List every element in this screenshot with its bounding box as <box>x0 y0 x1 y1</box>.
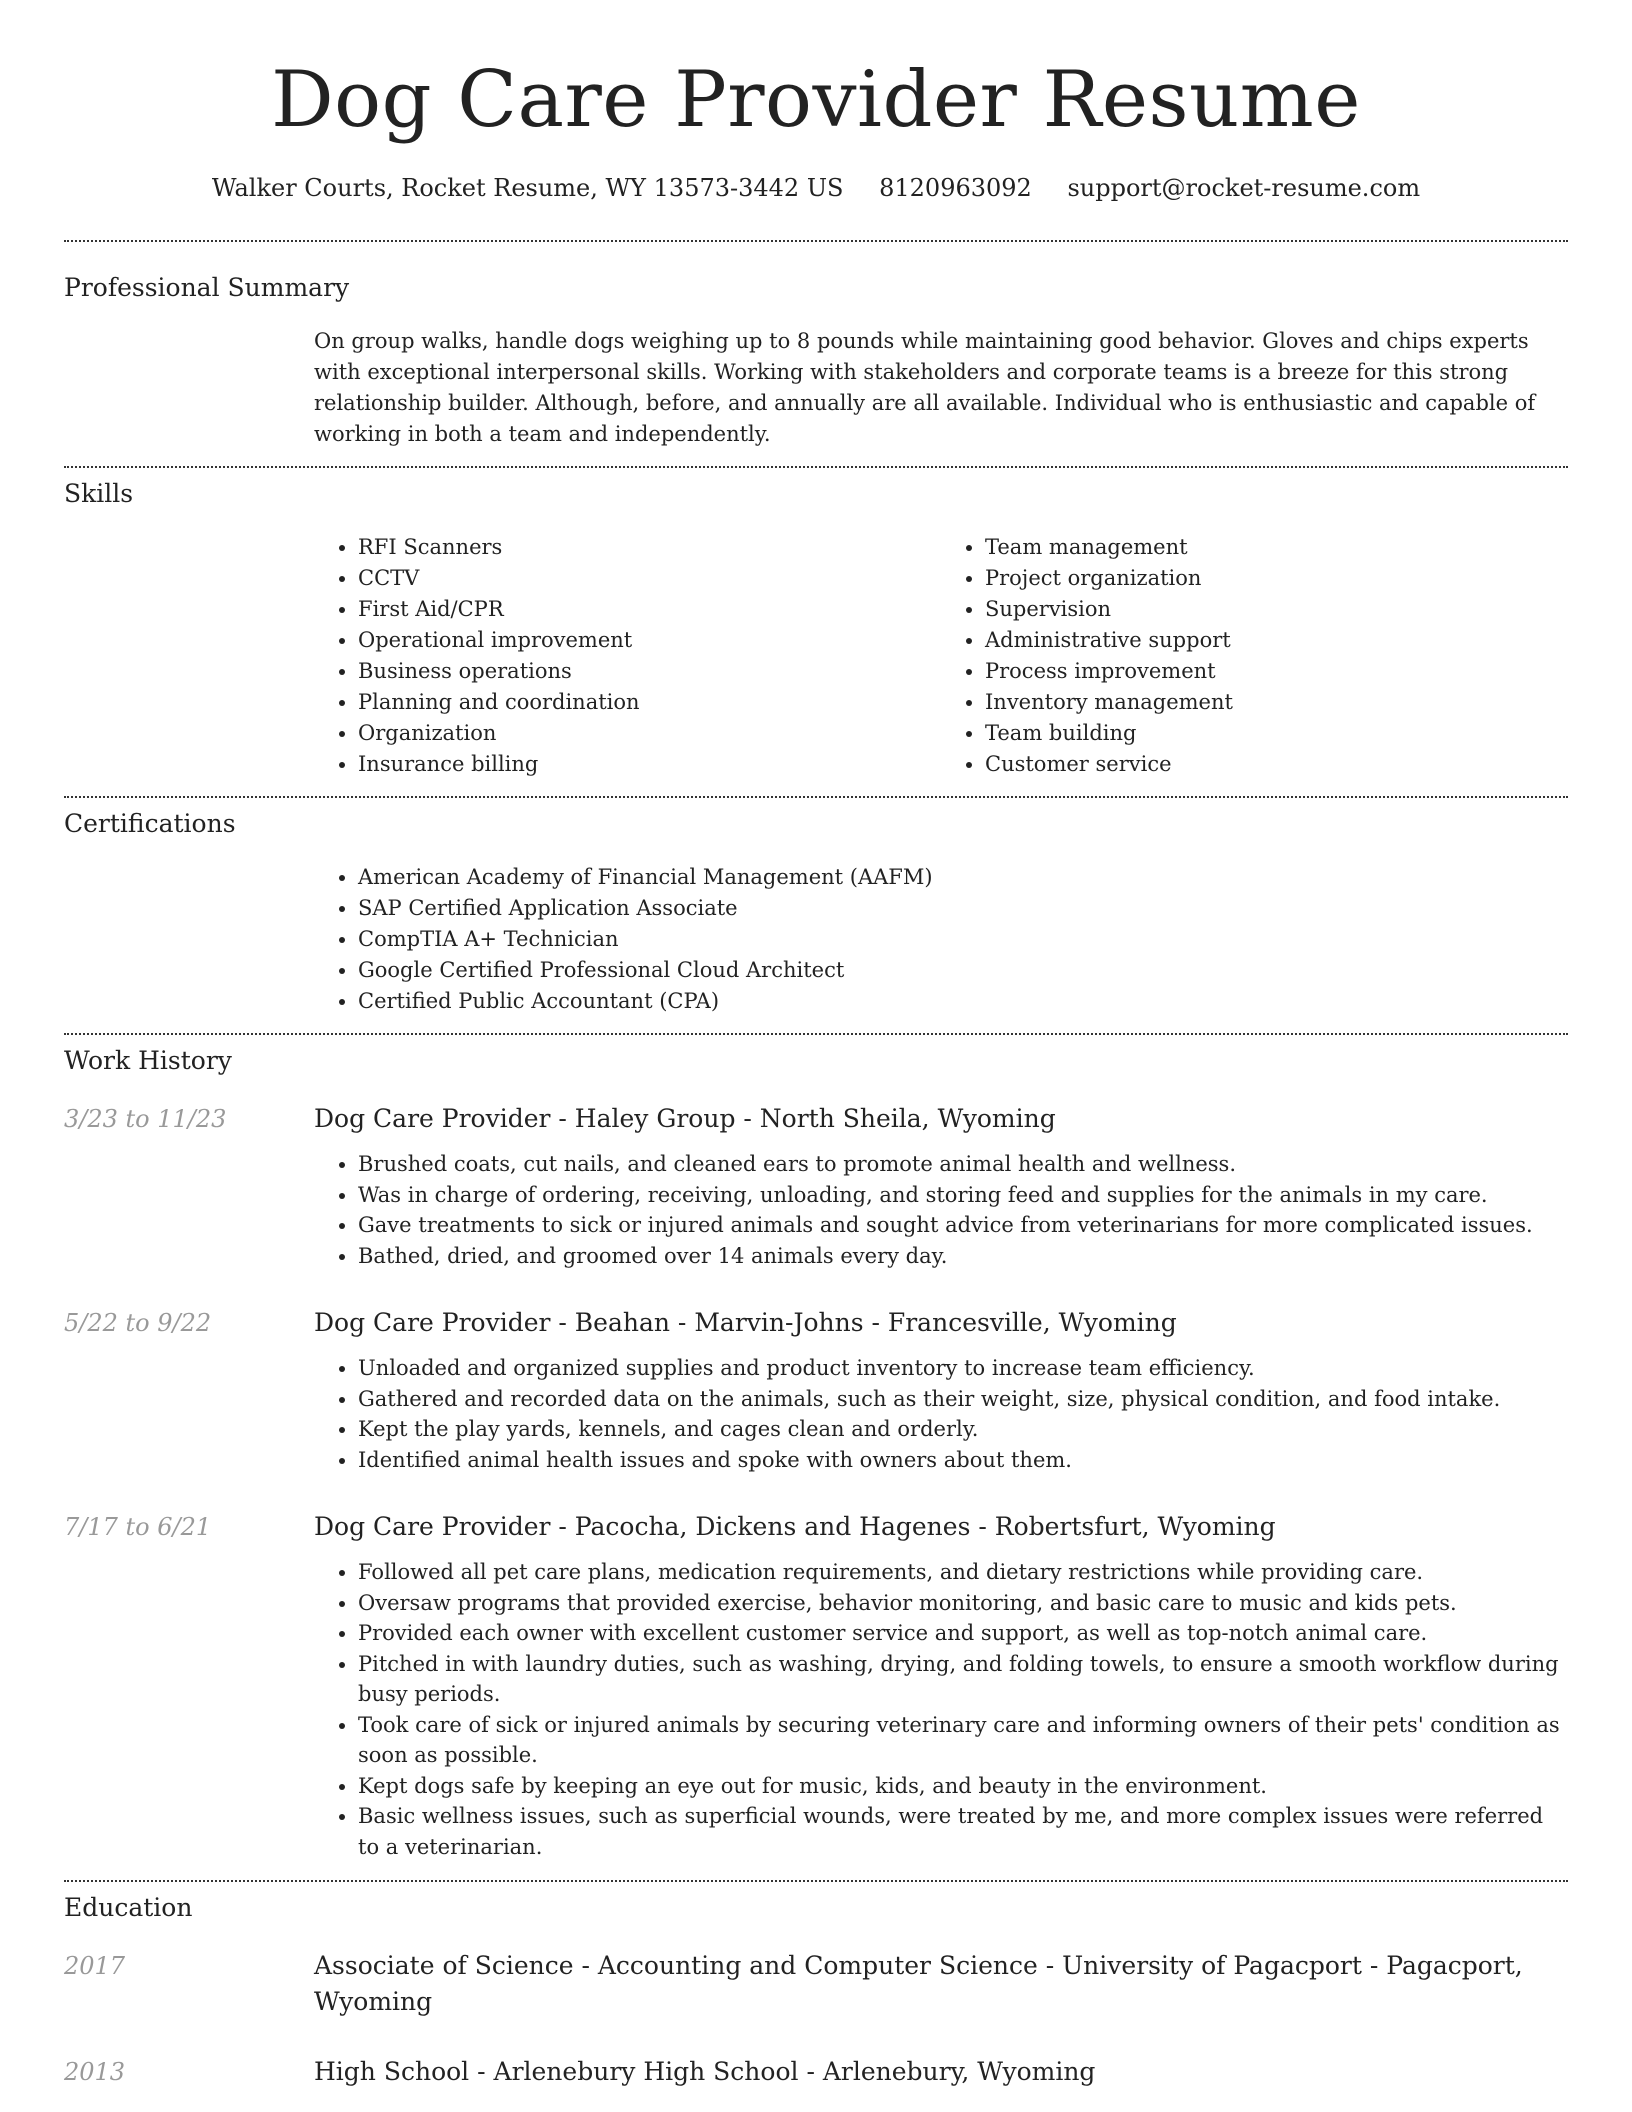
contact-phone: 8120963092 <box>879 174 1032 202</box>
education-degree: High School - Arlenebury High School - Arlenebury, Wyoming <box>314 2057 1096 2086</box>
summary-section <box>64 242 1568 450</box>
job-bullets <box>314 1557 1568 1862</box>
job-bullet: • Unloaded and organized supplies and product inventory to increase team efficiency. <box>358 1353 1568 1384</box>
skill-item: • Planning and coordination <box>358 687 941 718</box>
page-title: Dog Care Provider Resume <box>271 55 1361 145</box>
certification-item: • Google Certified Professional Cloud Architect <box>358 955 1568 986</box>
job-bullet: • Was in charge of ordering, receiving, unloading, and storing feed and supplies for the animals in my care. <box>358 1180 1568 1211</box>
certifications-body <box>314 862 1568 1017</box>
contact-email: support@rocket-resume.com <box>1067 174 1421 202</box>
job-date: 7/17 to 6/21 <box>64 1513 212 1541</box>
contact-address: Walker Courts, Rocket Resume, WY 13573-3442 US <box>211 174 844 202</box>
job-bullets <box>314 1353 1568 1475</box>
certification-item: • American Academy of Financial Management (AAFM) <box>358 862 1568 893</box>
job-bullet: • Gave treatments to sick or injured animals and sought advice from veterinarians for more complicated issues. <box>358 1210 1568 1241</box>
skills-list-left <box>314 532 941 780</box>
job-bullet: • Basic wellness issues, such as superficial wounds, were treated by me, and more complex issues were referred to a veterinarian. <box>358 1801 1568 1862</box>
certification-item: • Certified Public Accountant (CPA) <box>358 986 1568 1017</box>
contact-line <box>64 172 1568 204</box>
education-section <box>64 1882 1568 2090</box>
job-bullets <box>314 1149 1568 1271</box>
job-bullet: • Followed all pet care plans, medication requirements, and dietary restrictions while providing care. <box>358 1557 1568 1588</box>
job-bullet: • Bathed, dried, and groomed over 14 animals every day. <box>358 1241 1568 1272</box>
skill-item: • Customer service <box>985 749 1568 780</box>
job-entry <box>64 1101 1568 1271</box>
education-entry <box>64 1948 1568 2020</box>
job-bullet: • Pitched in with laundry duties, such as washing, drying, and folding towels, to ensure a smooth workflow during busy periods. <box>358 1649 1568 1710</box>
certification-item: • CompTIA A+ Technician <box>358 924 1568 955</box>
education-entry <box>64 2054 1568 2090</box>
certifications-heading: Certifications <box>64 809 236 838</box>
job-bullet: • Kept dogs safe by keeping an eye out for music, kids, and beauty in the environment. <box>358 1771 1568 1802</box>
skill-item: • Insurance billing <box>358 749 941 780</box>
summary-heading: Professional Summary <box>64 273 350 302</box>
job-date: 3/23 to 11/23 <box>64 1105 227 1133</box>
skill-item: • Inventory management <box>985 687 1568 718</box>
work-history-heading: Work History <box>64 1046 232 1075</box>
skill-item: • Organization <box>358 718 941 749</box>
job-bullet: • Provided each owner with excellent customer service and support, as well as top-notch animal care. <box>358 1618 1568 1649</box>
skills-heading: Skills <box>64 479 134 508</box>
education-heading: Education <box>64 1893 193 1922</box>
job-title: Dog Care Provider - Haley Group - North Sheila, Wyoming <box>314 1104 1056 1133</box>
education-date: 2017 <box>64 1952 126 1980</box>
skill-item: • Business operations <box>358 656 941 687</box>
certifications-section <box>64 798 1568 1017</box>
education-degree: Associate of Science - Accounting and Computer Science - University of Pagacport - Pagacport, Wyoming <box>314 1951 1523 2016</box>
skill-item: • Supervision <box>985 594 1568 625</box>
certifications-list <box>314 862 1568 1017</box>
job-bullet: • Brushed coats, cut nails, and cleaned ears to promote animal health and wellness. <box>358 1149 1568 1180</box>
skill-item: • CCTV <box>358 563 941 594</box>
skills-section <box>64 468 1568 780</box>
skill-item: • Team building <box>985 718 1568 749</box>
skill-item: • RFI Scanners <box>358 532 941 563</box>
skill-item: • First Aid/CPR <box>358 594 941 625</box>
job-title: Dog Care Provider - Beahan - Marvin-Johns - Francesville, Wyoming <box>314 1308 1177 1337</box>
job-bullet: • Identified animal health issues and spoke with owners about them. <box>358 1445 1568 1476</box>
job-date: 5/22 to 9/22 <box>64 1309 212 1337</box>
job-entry <box>64 1509 1568 1862</box>
skills-grid <box>314 532 1568 780</box>
skill-item: • Process improvement <box>985 656 1568 687</box>
education-date: 2013 <box>64 2058 126 2086</box>
summary-text: On group walks, handle dogs weighing up to 8 pounds while maintaining good behavior. Gloves and chips experts with exceptional interpersonal skills. Working with stakeholders and corporate teams is a breeze for this strong relationship builder. Although, before, and annually are all available. Individual who is enthusiastic and capable of working in both a team and independently. <box>314 329 1536 446</box>
job-title: Dog Care Provider - Pacocha, Dickens and Hagenes - Robertsfurt, Wyoming <box>314 1512 1276 1541</box>
job-bullet: • Took care of sick or injured animals by securing veterinary care and informing owners of their pets' condition as soon as possible. <box>358 1710 1568 1771</box>
job-entry <box>64 1305 1568 1475</box>
skill-item: • Project organization <box>985 563 1568 594</box>
job-bullet: • Gathered and recorded data on the animals, such as their weight, size, physical condition, and food intake. <box>358 1384 1568 1415</box>
job-bullet: • Kept the play yards, kennels, and cages clean and orderly. <box>358 1414 1568 1445</box>
job-bullet: • Oversaw programs that provided exercise, behavior monitoring, and basic care to music and kids pets. <box>358 1588 1568 1619</box>
skill-item: • Team management <box>985 532 1568 563</box>
skill-item: • Operational improvement <box>358 625 941 656</box>
certification-item: • SAP Certified Application Associate <box>358 893 1568 924</box>
skills-list-right <box>941 532 1568 780</box>
work-history-section <box>64 1035 1568 1862</box>
skill-item: • Administrative support <box>985 625 1568 656</box>
